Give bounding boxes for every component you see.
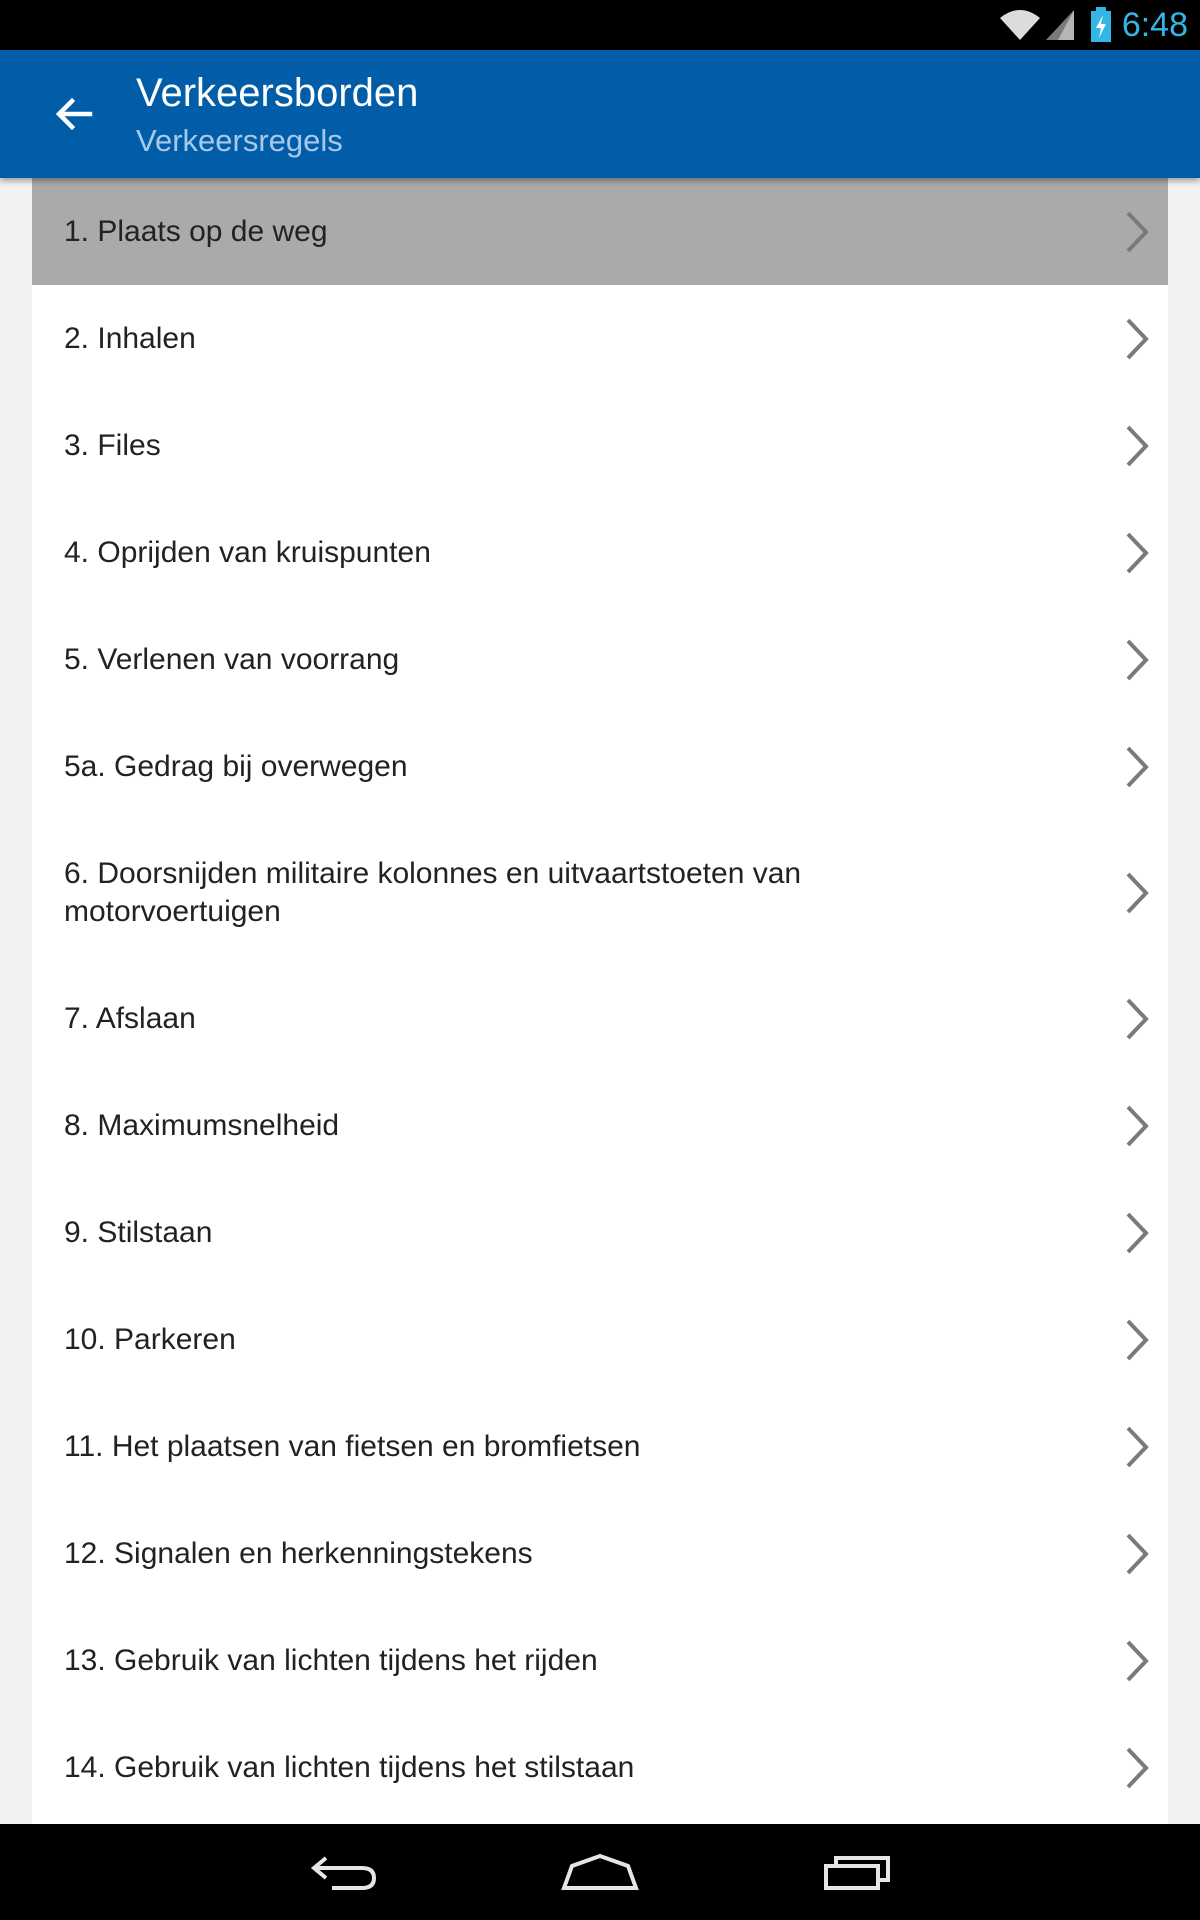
list-item[interactable]: [32, 1607, 1168, 1714]
list-item-label: 8. Maximumsnelheid: [64, 1108, 340, 1142]
list-item[interactable]: [32, 820, 1168, 965]
list-item[interactable]: [32, 1072, 1168, 1179]
chevron-right-icon: [1124, 317, 1150, 361]
chevron-right-icon: [1124, 997, 1150, 1041]
list-item-label: 11. Het plaatsen van fietsen en bromfietsen: [64, 1429, 641, 1463]
list-item[interactable]: [32, 392, 1168, 499]
list-item-label: 1. Plaats op de weg: [64, 214, 328, 248]
wifi-icon: [998, 8, 1042, 42]
status-time: 6:48: [1121, 6, 1188, 44]
chevron-right-icon: [1124, 1318, 1150, 1362]
list-item-label: 13. Gebruik van lichten tijdens het rijden: [64, 1643, 598, 1677]
list-item[interactable]: [32, 285, 1168, 392]
back-nav-icon: [308, 1852, 378, 1892]
chevron-right-icon: [1124, 1746, 1150, 1790]
list-item-label: 4. Oprijden van kruispunten: [64, 535, 431, 569]
list-item-label: 2. Inhalen: [64, 321, 196, 355]
list-item[interactable]: [32, 1714, 1168, 1821]
arrow-left-icon: [54, 94, 94, 134]
chevron-right-icon: [1124, 1639, 1150, 1683]
list-item-label: 12. Signalen en herkenningstekens: [64, 1536, 533, 1570]
list-item[interactable]: [32, 178, 1168, 285]
list-item-label: 5a. Gedrag bij overwegen: [64, 749, 408, 783]
list-item[interactable]: [32, 1179, 1168, 1286]
list-item[interactable]: [32, 606, 1168, 713]
navigation-bar: [0, 1824, 1200, 1920]
nav-back-button[interactable]: [283, 1842, 403, 1902]
list-item-label: 10. Parkeren: [64, 1322, 236, 1356]
recents-nav-icon: [822, 1852, 892, 1892]
list-item[interactable]: [32, 499, 1168, 606]
nav-recents-button[interactable]: [797, 1842, 917, 1902]
list-item-label: 3. Files: [64, 428, 161, 462]
back-button[interactable]: [40, 80, 108, 148]
content-area: [0, 178, 1200, 1824]
list-item-label: 9. Stilstaan: [64, 1215, 213, 1249]
chevron-right-icon: [1124, 1425, 1150, 1469]
app-bar: [0, 50, 1200, 178]
battery-charging-icon: [1090, 7, 1112, 43]
chevron-right-icon: [1124, 1211, 1150, 1255]
list-item-label: 6. Doorsnijden militaire kolonnes en uitvaartstoeten van motorvoertuigen: [64, 856, 802, 928]
chevron-right-icon: [1124, 871, 1150, 915]
rules-list: [32, 178, 1168, 1824]
list-item-label: 14. Gebruik van lichten tijdens het stilstaan: [64, 1750, 635, 1784]
chevron-right-icon: [1124, 531, 1150, 575]
signal-icon: [1044, 8, 1076, 42]
list-item[interactable]: [32, 1286, 1168, 1393]
status-icons: [998, 0, 1188, 50]
list-item-label: 5. Verlenen van voorrang: [64, 642, 400, 676]
app-subtitle: Verkeersregels: [136, 123, 343, 158]
chevron-right-icon: [1124, 1104, 1150, 1148]
home-nav-icon: [560, 1852, 640, 1892]
chevron-right-icon: [1124, 210, 1150, 254]
chevron-right-icon: [1124, 424, 1150, 468]
chevron-right-icon: [1124, 1532, 1150, 1576]
nav-home-button[interactable]: [540, 1842, 660, 1902]
chevron-right-icon: [1124, 745, 1150, 789]
chevron-right-icon: [1124, 638, 1150, 682]
list-item[interactable]: [32, 1393, 1168, 1500]
status-bar: [0, 0, 1200, 50]
list-item[interactable]: [32, 1500, 1168, 1607]
list-item[interactable]: [32, 713, 1168, 820]
list-item-label: 7. Afslaan: [64, 1001, 196, 1035]
list-item[interactable]: [32, 965, 1168, 1072]
app-title: Verkeersborden: [136, 71, 419, 115]
